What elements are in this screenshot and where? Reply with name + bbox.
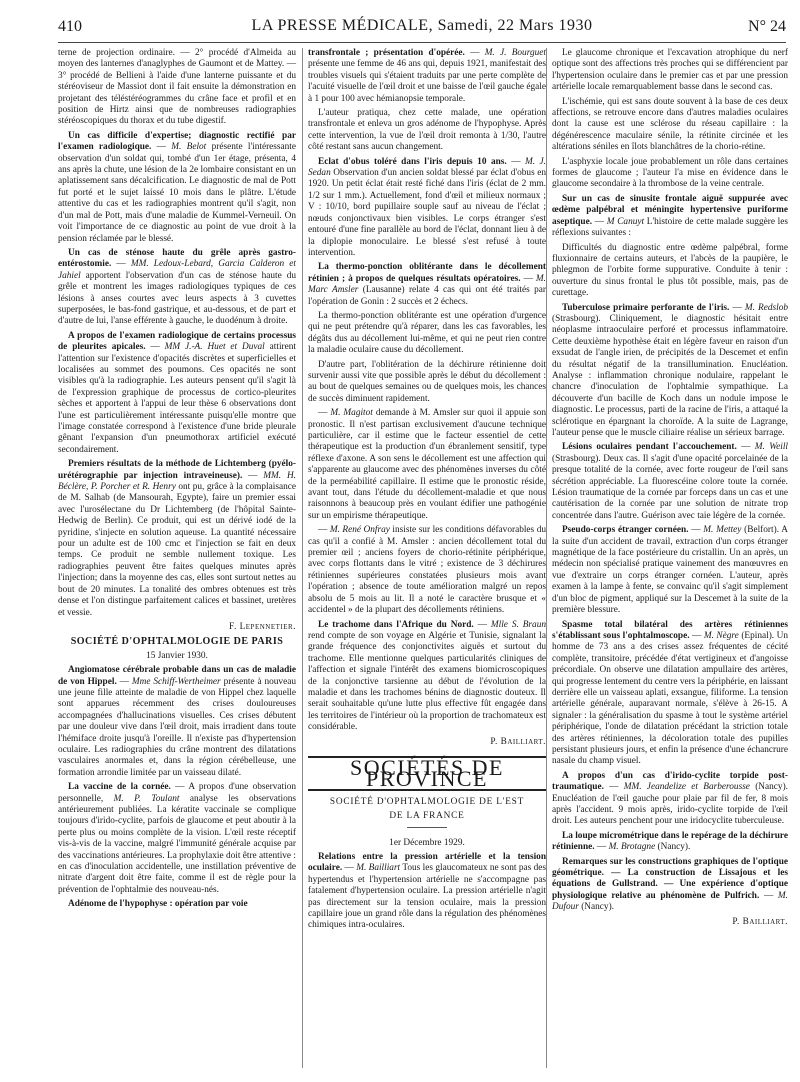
- article: Tuberculose primaire perforante de l'iris. — M. Redslob (Strasbourg). Cliniquement, le diagnostic hésitait entre néoplasme intraoculaire perforé et processus inflammatoire. Cette deuxième hypothèse était en légère faveur en raison d'un exsudat de l'angle irien, de précipités de la Descemet et enfin du résultat négatif de la transillumination. Enucléation. Analyse : inflammation chronique nodulaire, rappelant le chancre d'inoculation de l'ophtalmie sympathique. La découverte d'un bacille de Koch dans un nodule impose le diagnostic. Le processus, parti de la racine de l'iris, a attaqué la sclérotique en épargnant la choroïde. A la suite de Lagrange, l'auteur pense que le muscle ciliaire réalise un sérieux barrage.: [552, 302, 788, 438]
- paragraph: L'asphyxie locale joue probablement un rôle dans certaines formes de glaucome ; l'auteur l'a mise en évidence dans le glaucome secondaire à la thrombose de la veine centrale.: [552, 156, 788, 190]
- session-date: 15 Janvier 1930.: [146, 650, 208, 661]
- article: Eclat d'obus toléré dans l'iris depuis 10 ans. — M. J. Sedan Observation d'un ancien soldat blessé par éclat d'obus en 1920. Un petit éclat était resté fiché dans l'iris (éclat de 2 mm. 1/2 sur 1 mm.). Actuellement, fond d'œil et milieux normaux ; V : 10/10, bord pupillaire souple sauf au niveau de l'éclat ; nœuds conjonctivaux bien visibles. Le corps étranger s'est entouré d'une fine parallèle au bord de l'éclat, donnant lieu à de la diplopie monoculaire. Le blessé s'est refusé à toute intervention.: [308, 156, 547, 258]
- society-heading: SOCIÉTÉ D'OPHTALMOLOGIE DE L'EST: [329, 796, 525, 807]
- signature: F. Lepennetier.: [229, 621, 296, 632]
- paragraph: Difficultés du diagnostic entre œdème palpébral, forme fluxionnaire de certains auteurs, et l'abcès de la paupière, le phlegmon de l'orbite forme suppurative. Conduite à tenir : ouverture du sinus frontal le plus tôt possible, mais, pas de curettage.: [552, 242, 788, 299]
- column-2: [308, 48, 546, 935]
- society-heading: DE LA FRANCE: [389, 811, 465, 822]
- section-banner: SOCIÉTÉS DE PROVINCE: [308, 756, 546, 791]
- column-divider: [302, 48, 303, 1068]
- header-rule: [58, 42, 786, 43]
- article: transfrontale ; présentation d'opérée. — M. J. Bourguet présente une femme de 46 ans qui, depuis 1921, manifestait des troubles visuels qui s'étaient traduits par une perte complète de l'acuité visuelle de l'œil droit et une baisse de l'œil gauche égale à 1 pour 100 avec hémianopsie temporale.: [308, 48, 546, 104]
- column-1: [58, 48, 296, 914]
- article: Un cas difficile d'expertise; diagnostic rectifié par l'examen radiologique. — M. Belot présente l'intéressante observation d'un soldat qui, tombé d'un 1er étage, présenta, 4 ans après la chute, une lésion de la 2e lombaire consistant en un aplatissement sans décalcification. Le diagnostic de mal de Pott fut porté et le sujet laissé 10 mois dans le plâtre. L'étude attentive du cas et les radiographies montrent qu'il s'agit, non d'un mal de Pott, mais d'une maladie de Kummel-Verneuil. On voit l'importance de ce diagnostic au point de vue droit à la pension réclamée par le blessé.: [58, 130, 297, 244]
- journal-title: LA PRESSE MÉDICALE, Samedi, 22 Mars 1930: [251, 17, 593, 34]
- divider: [407, 827, 447, 828]
- paragraph: Le glaucome chronique et l'excavation atrophique du nerf optique sont des affections très proches qui se différencient par l'hypertension oculaire dans le premier cas et par une pression artérielle locale remarquablement basse dans le second cas.: [552, 48, 788, 93]
- paragraph: L'ischémie, qui est sans doute souvent à la base de ces deux affections, se retrouve encore dans d'autres maladies oculaires dont la cause est une sclérose du réseau capillaire : la dégénérescence maculaire sénile, la rétinite circinée et les altérations séniles en îlots blanchâtres de la chorio-rétine.: [552, 96, 788, 153]
- article: La thermo-ponction oblitérante dans le décollement rétinien ; à propos de quelques résultats opératoires. — M. Marc Amsler (Lausanne) relate 4 cas qui ont été traités par l'opération de Gonin : 2 succès et 2 échecs.: [308, 262, 546, 307]
- page-header: [58, 16, 786, 44]
- article: Remarques sur les constructions graphiques de l'optique géométrique. — La construction de Lissajous et les équations de Gullstrand. — Une expérience d'optique physiologique relative au phénomène de Pulfrich. — M. Dufour (Nancy).: [552, 856, 788, 913]
- article: — M. René Onfray insiste sur les conditions défavorables du cas qu'il a confié à M. Amsler : ancien décollement total du premier œil ; anciens foyers de chorio-rétinite périphérique, avec corps flottants dans le vitré ; existence de 3 déchirures rétiniennes supérieures constatées plusieurs mois avant l'opération ; absence de toute amélioration malgré un repos absolu de 5 mois au lit. Il a noté le caractère brusque et « accidentel » de la plupart des décollements rétiniens.: [308, 525, 546, 616]
- article: A propos de l'examen radiologique de certains processus de pleurites apicales. — MM J.-A. Huet et Duval attirent l'attention sur l'existence d'opacités discrètes et superficielles et localisées au sommet des poumons. Ces opacités ne sont visibles qu'à la radiographie. Les auteurs pensent qu'il s'agit là de l'expression graphique de processus de cortico-pleurites sèches et apportent à l'appui de leur thèse 6 observations dont l'une est particulièrement intéressante puisqu'elle montre que l'image constatée correspond à l'existence d'une bride pleurale gênant l'expansion d'un pneumothorax artificiel exécuté secondairement.: [58, 330, 297, 455]
- paragraph: L'auteur pratiqua, chez cette malade, une opération transfrontale et enleva un gros adénome de l'hypophyse. Après cette intervention, la vue de l'œil droit remonta à 1/30, l'autre côté restant sans aucun changement.: [308, 108, 546, 153]
- column-divider: [546, 48, 547, 1068]
- article: Premiers résultats de la méthode de Lichtemberg (pyélo-urétérographie par injection intraveineuse). — MM. H. Béclère, P. Porcher et R. Henry ont pu, grâce à la complaisance de M. Salhab (de Mansourah, Egypte), faire un premier essai avec l'urosélectane du Dr Lichtemberg (de l'hôpital Sainte-Hedwig de Berlin). Ce produit, qui est un dérivé iodé de la pyridine, s'injecte en solution aqueuse. La quantité nécessaire pour un adulte est de 100 cmc et l'injection se fait en deux temps. Ce produit ne semble nullement toxique. Les radiographies peuvent être faites quelques minutes après l'injection; dans la moyenne des cas, elles sont surtout nettes au bout de 20 minutes. La tonalité des ombres obtenues est très dense et l'on distingue parfaitement calices et bassinet, uretères et vessie.: [58, 459, 296, 618]
- paragraph: D'autre part, l'oblitération de la déchirure rétinienne doit survenir aussi vite que possible après le début du décollement : au bout de quelques semaines ou de quelques mois, les chances de succès diminuent rapidement.: [308, 359, 546, 404]
- session-date: 1er Décembre 1929.: [389, 837, 465, 848]
- paragraph: terne de projection ordinaire. — 2° procédé d'Almeida au moyen des lanternes d'anaglyphes de Gaumont et de Mattey. — 3° procédé de Bellieni à l'aide d'une lanterne puissante et du stéréoviseur de Massiot dont il fait ensuite la démonstration en projetant des téléstéréogrammes du crâne face et profil et en position de Hirtz ainsi que de nombreuses radiographies stéréoscopiques du thorax et du tube digestif.: [58, 48, 296, 127]
- article-title: Adénome de l'hypophyse : opération par voie: [68, 899, 248, 910]
- article: La loupe micrométrique dans le repérage de la déchirure rétinienne. — M. Brotagne (Nancy).: [552, 830, 788, 853]
- article: Le trachome dans l'Afrique du Nord. — Mlle S. Braun rend compte de son voyage en Algérie et Tunisie, signalant la grande fréquence des conjonctivites aiguës et surtout du trachome. Elle mentionne quelques particularités cliniques de l'affection et signale l'intérêt des examens biomicroscopiques de la conjonctive tarsienne au début de l'évolution de la maladie et dans les trachomes bénins de diagnostic douteux. Il serait souhaitable qu'une lutte plus effective fût engagée dans les territoires de l'intérieur où la proportion de trachomateux est considérable.: [308, 619, 546, 733]
- signature: P. Bailliart.: [490, 736, 546, 747]
- article: La vaccine de la cornée. — A propos d'une observation personnelle, M. P. Toulant analyse les observations antérieurement publiées. La kératite vaccinale se complique toujours d'irido-cyclite, parfois de glaucome et peut aboutir à la perte plus ou moins complète de la vision. L'œil reste réceptif vis-à-vis de la vaccine, malgré l'immunité générale acquise par des vaccinations antérieures. La prophylaxie doit être attentive : en cas d'inoculation accidentelle, une instillation préventive de nitrate d'argent doit être faite, comme il est de règle pour la prévention de l'ophtalmie des nouveau-nés.: [58, 782, 296, 895]
- signature: P. Bailliart.: [732, 916, 788, 927]
- article: A propos d'un cas d'irido-cyclite torpide post-traumatique. — MM. Jeandelize et Barberousse (Nancy). Enucléation de l'œil gauche pour plaie par fil de fer, 8 mois après l'accident. 9 mois après, irido-cyclite torpide de l'œil droit. Les auteurs penchent pour une iridocyclite tuberculeuse.: [552, 770, 788, 827]
- article: — M. Magitot demande à M. Amsler sur quoi il appuie son pronostic. Il n'est partisan exclusivement d'aucune technique particulière, car il estime que le facteur essentiel de cette thérapeutique est la production d'un ébranlement sensitif, type réflexe d'axone. A son sens le décollement est une affection qui s'apparente au glaucome avec des phénomènes inverses du côté de la perméabilité capillaire. Il estime que le pronostic réside, avant tout, dans l'étude du décollement-maladie et que nous raisonnons à beaucoup près en voulant édifier une pathogénie sur un empirisme thérapeutique.: [308, 408, 546, 521]
- article: Un cas de sténose haute du grêle après gastro-entérostomie. — MM. Ledoux-Lebard, Garcia Calderon et Jahiel apportent l'observation d'un cas de sténose haute du grêle et montrent les images radiologiques typiques de ces lésions à anses courtes avec leurs aspects à 3 cuvettes superposées, le bas-fond gastrique, et au-dessous, et de part et d'autre de lui, l'anse efférente à gauche, le duodénum à droite.: [58, 247, 296, 327]
- article: Spasme total bilatéral des artères rétiniennes s'établissant sous l'ophtalmoscope. — M. Nègre (Epinal). Un homme de 73 ans a des crises assez fréquentes de cécité complète, transitoire, précédée d'état vertigineux et d'angoisse précordiale. On observe une dilatation ampullaire des artères, qui progresse lentement du centre vers la périphérie, en laissant derrière elle un vaisseau aplati, exsangue, filiforme. La tension artérielle générale, auparavant normale, s'élève à 26-15. A signaler : la généralisation du spasme à tout le système artériel périphérique, l'onde de dilatation précédant la striction totale des artères rétiniennes, la décoloration totale des pupilles persistant plusieurs jours, et enfin la présence d'une échancrure nasale du champ visuel.: [552, 619, 788, 767]
- page-number: 410: [58, 18, 82, 35]
- article: Pseudo-corps étranger cornéen. — M. Mettey (Belfort). A la suite d'un accident de travail, extraction d'un corps étranger magnétique de la face postérieure du cristallin. Un an après, un médecin non spécialisé pratique vainement des manœuvres en vue d'extraire un corps étranger cornéen. L'auteur, après examen à la lampe à fente, se convainc qu'il s'agit simplement d'un bloc de pigment, appliqué sur la Descemet à la suite de la première blessure.: [552, 525, 788, 616]
- paragraph: La thermo-ponction oblitérante est une opération d'urgence qui ne peut prétendre qu'à réparer, dans les cas favorables, les dégâts dus au décollement lui-même, et qui ne peut rien contre la maladie oculaire cause du décollement.: [308, 310, 546, 356]
- article: Lésions oculaires pendant l'accouchement. — M. Weill (Strasbourg). Deux cas. Il s'agit d'une opacité porcelainée de la presque totalité de la cornée, avec forte rougeur de l'œil sans sécrétion appréciable. La fluorescéine colore toute la cornée. Lésion traumatique de la cornée par forceps dans un cas et une cautérisation de la cornée par une solution de nitrate trop concentrée dans l'autre. Guérison avec taie légère de la cornée.: [552, 442, 788, 521]
- column-3: [552, 48, 788, 931]
- article: Sur un cas de sinusite frontale aiguë suppurée avec œdème palpébral et méningite hypertensive puriforme aseptique. — M Canuyt L'histoire de cette malade suggère les réflexions suivantes :: [552, 193, 788, 239]
- article: Angiomatose cérébrale probable dans un cas de maladie de von Hippel. — Mme Schiff-Wertheimer présente à nouveau une jeune fille atteinte de maladie de von Hippel chez laquelle sont apparues récemment des crises douloureuses accompagnées d'hallucinations visuelles. Ces crises débutent par une douleur vive dans l'œil droit, mais irradient dans toute l'hémiface droite jusqu'à l'oreille. Il n'existe pas d'hypertension oculaire. Les radiographies du crâne montrent des dilatations vasculaires anormales et, dans la région cérébelleuse, une formation arrondie limitée par un vaisseau dilaté.: [58, 665, 296, 778]
- society-heading: SOCIÉTÉ D'OPHTALMOLOGIE DE PARIS: [70, 636, 284, 648]
- issue-number: N° 24: [748, 18, 786, 35]
- article: Relations entre la pression artérielle et la tension oculaire. — M. Bailliart Tous les glaucomateux ne sont pas des hypertendus et l'hypertension artérielle ne s'accompagne pas fatalement d'hypertension oculaire. La pression artérielle n'agit pas directement sur la tension oculaire, mais la pression capillaire joue un grand rôle dans la régulation des phénomènes chimiques intra-oculaires.: [308, 852, 547, 931]
